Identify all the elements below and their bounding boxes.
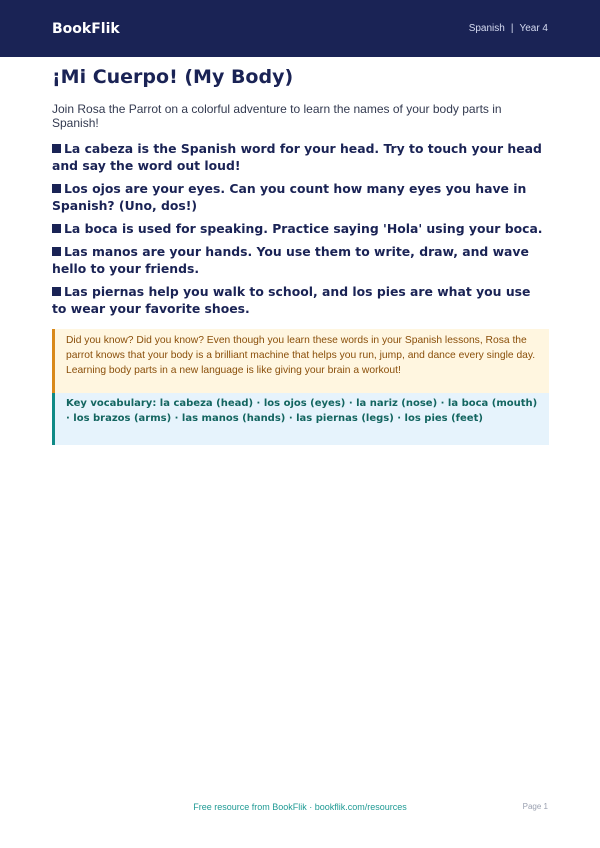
list-item-text: La cabeza is the Spanish word for your head. Try to touch your head and say the word out loud! bbox=[52, 141, 542, 173]
list-item bbox=[52, 243, 549, 277]
brand-logo[interactable]: BookFlik bbox=[52, 20, 120, 37]
page-title: ¡Mi Cuerpo! (My Body) bbox=[52, 66, 294, 88]
fact-list bbox=[52, 140, 549, 317]
header-separator: | bbox=[510, 23, 514, 34]
main-content bbox=[52, 66, 549, 445]
list-item bbox=[52, 140, 549, 174]
subject-label: Spanish bbox=[468, 23, 505, 34]
square-bullet-icon bbox=[52, 184, 61, 193]
list-item bbox=[52, 220, 549, 237]
key-vocabulary-box bbox=[52, 393, 549, 445]
intro-text: Join Rosa the Parrot on a colorful adventure to learn the names of your body parts in Spanish! bbox=[52, 102, 502, 130]
callout-text: Did you know? Did you know? Even though you learn these words in your Spanish lessons, Rosa the parrot knows that your body is a brilliant machine that helps you run, jump, and dance every single day. Learning body parts in a new language is like giving your brain a workout! bbox=[66, 335, 536, 376]
did-you-know-callout bbox=[52, 329, 549, 393]
square-bullet-icon bbox=[52, 247, 61, 256]
square-bullet-icon bbox=[52, 224, 61, 233]
square-bullet-icon bbox=[52, 287, 61, 296]
footer-resource-link[interactable]: Free resource from BookFlik · bookflik.com/resources bbox=[193, 802, 407, 812]
header-meta bbox=[469, 23, 548, 34]
year-label: Year 4 bbox=[519, 23, 548, 34]
list-item-text: La boca is used for speaking. Practice saying 'Hola' using your boca. bbox=[64, 221, 543, 236]
page-header bbox=[0, 0, 600, 57]
square-bullet-icon bbox=[52, 144, 61, 153]
list-item-text: Los ojos are your eyes. Can you count how many eyes you have in Spanish? (Uno, dos!) bbox=[52, 181, 527, 213]
vocab-text: Key vocabulary: la cabeza (head) · los ojos (eyes) · la nariz (nose) · la boca (mouth) · los brazos (arms) · las manos (hands) · las piernas (legs) · los pies (feet) bbox=[66, 398, 538, 424]
list-item-text: Las manos are your hands. You use them to write, draw, and wave hello to your friends. bbox=[52, 244, 529, 276]
list-item bbox=[52, 283, 549, 317]
list-item bbox=[52, 180, 549, 214]
page-number: Page 1 bbox=[522, 802, 548, 811]
list-item-text: Las piernas help you walk to school, and los pies are what you use to wear your favorite shoes. bbox=[52, 284, 531, 316]
